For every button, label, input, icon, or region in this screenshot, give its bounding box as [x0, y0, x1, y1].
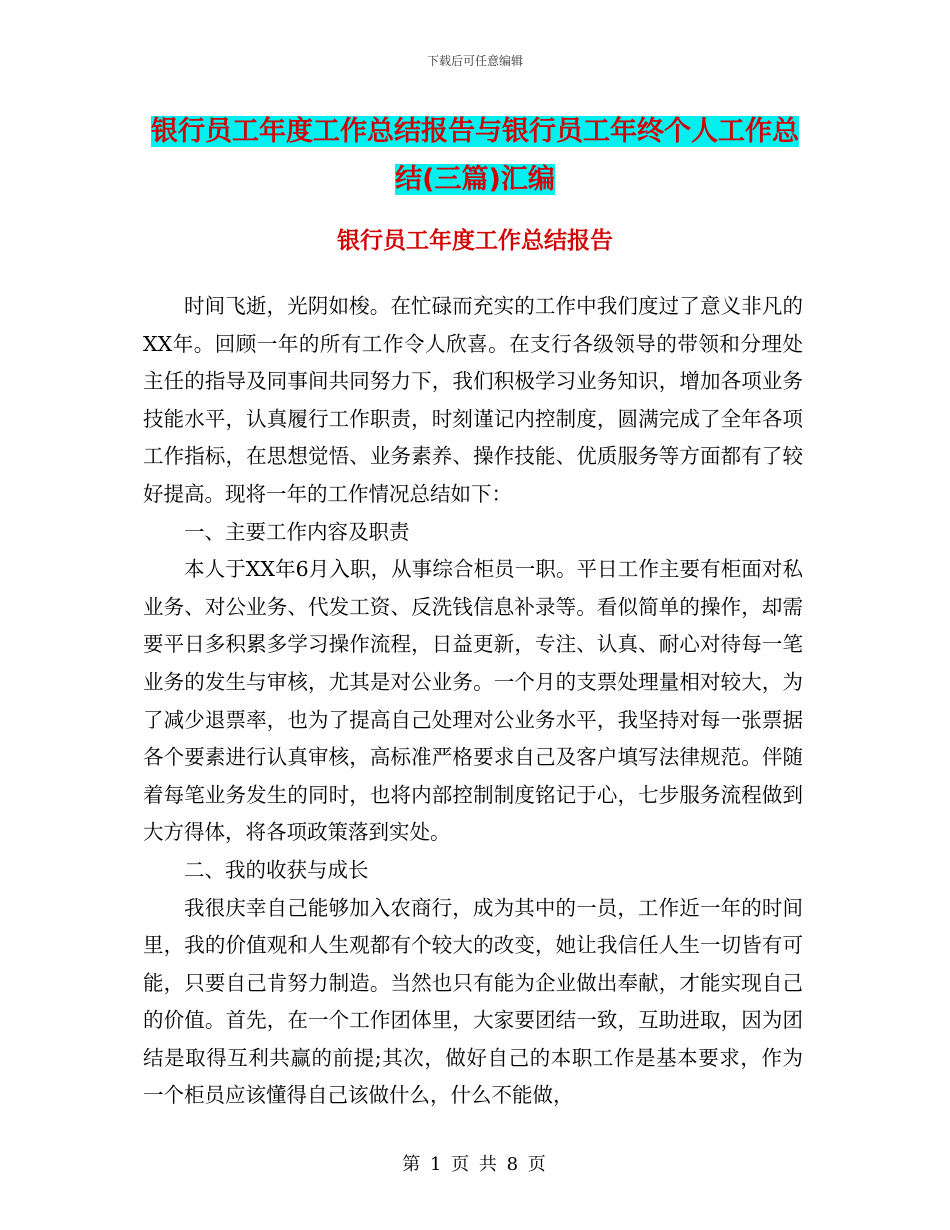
- paragraph: 我很庆幸自己能够加入农商行，成为其中的一员，工作近一年的时间里，我的价值观和人生观都有个较大的改变，她让我信任人生一切皆有可能，只要自己肯努力制造。当然也只有能为企业做出奉献，才能实现自己的价值。首先，在一个工作团体里，大家要团结一致，互助进取，因为团结是取得互利共赢的前提;其次，做好自己的本职工作是基本要求，作为一个柜员应该懂得自己该做什么，什么不能做，: [143, 895, 803, 1108]
- header-note: 下载后可任意编辑: [426, 54, 523, 68]
- paragraph: 本人于XX年6月入职，从事综合柜员一职。平日工作主要有柜面对私业务、对公业务、代发工资、反洗钱信息补录等。看似简单的操作，却需要平日多积累多学习操作流程，日益更新，专注、认真、耐心对待每一笔业务的发生与审核，尤其是对公业务。一个月的支票处理量相对较大，为了减少退票率，也为了提高自己处理对公业务水平，我坚持对每一张票据各个要素进行认真审核，高标准严格要求自己及客户填写法律规范。伴随着每笔业务发生的同时，也将内部控制制度铭记于心，七步服务流程做到大方得体，将各项政策落到实处。: [143, 557, 803, 845]
- paragraph-heading: 一、主要工作内容及职责: [184, 519, 410, 544]
- document-title-text: 银行员工年度工作总结报告与银行员工年终个人工作总结(三篇)汇编: [151, 116, 799, 195]
- document-title: [140, 108, 810, 204]
- section-title: 银行员工年度工作总结报告: [337, 228, 613, 254]
- paragraph: 时间飞逝，光阴如梭。在忙碌而充实的工作中我们度过了意义非凡的XX年。回顾一年的所有工作令人欣喜。在支行各级领导的带领和分理处主任的指导及同事间共同努力下，我们积极学习业务知识，增加各项业务技能水平，认真履行工作职责，时刻谨记内控制度，圆满完成了全年各项工作指标，在思想觉悟、业务素养、操作技能、优质服务等方面都有了较好提高。现将一年的工作情况总结如下：: [143, 294, 803, 506]
- document-body: [143, 288, 803, 1115]
- paragraph-heading: 二、我的收获与成长: [184, 857, 369, 882]
- page-footer: 第 1 页 共 8 页: [402, 1154, 548, 1175]
